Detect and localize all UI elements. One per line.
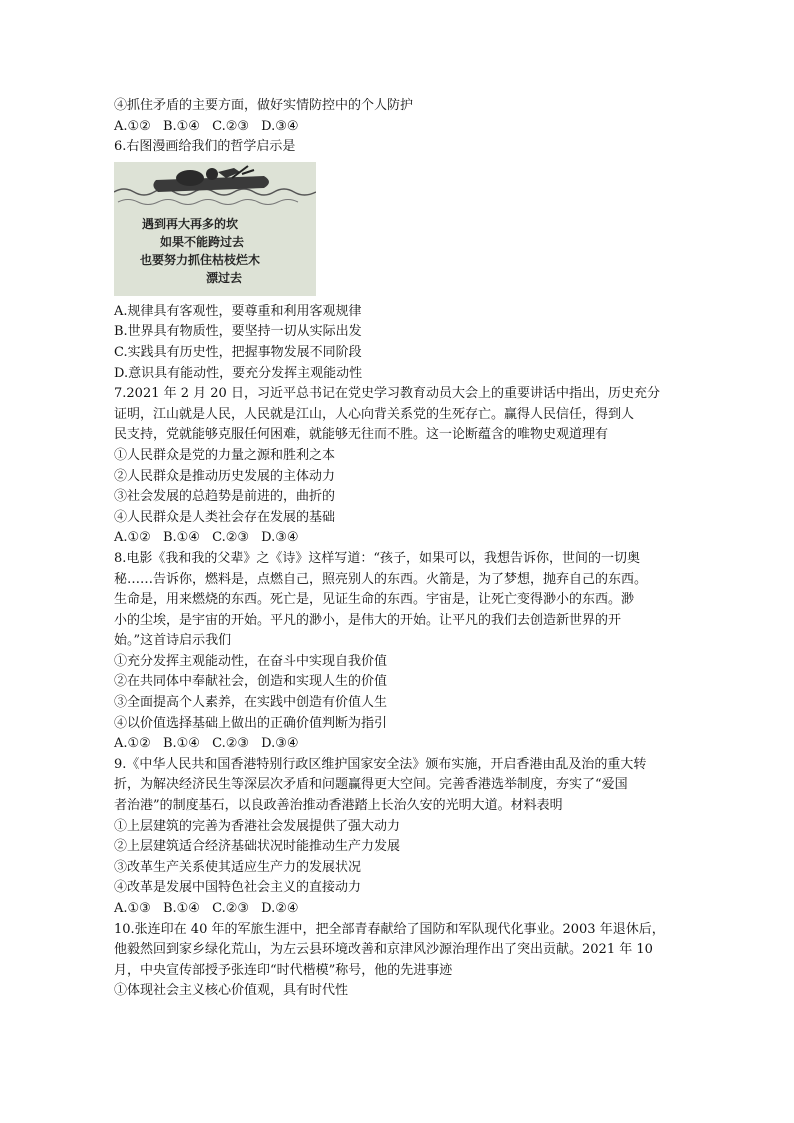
q8-item-2: ②在共同体中奉献社会，创造和实现人生的价值: [114, 674, 388, 690]
cartoon-caption-line-1: 遇到再大再多的坎: [142, 216, 239, 231]
cartoon-drawing: [114, 162, 316, 296]
q8-stem-line-2: 秘……告诉你，燃料是，点燃自己，照亮别人的东西。火箭是，为了梦想，抛弃自己的东西。: [114, 571, 648, 587]
q10-stem-line-1: 10.张连印在 40 年的军旅生涯中，把全部青春献给了国防和军队现代化事业。2003 年退休后，: [114, 921, 665, 937]
q7-item-2: ②人民群众是推动历史发展的主体动力: [114, 468, 336, 484]
q7-stem-line-3: 民支持，党就能够克服任何困难，就能够无往而不胜。这一论断蕴含的唯物史观道理有: [114, 427, 609, 443]
q10-stem-line-2: 他毅然回到家乡绿化荒山，为左云县环境改善和京津风沙源治理作出了突出贡献。2021 年 10: [114, 942, 653, 958]
q6-choice-c: C.实践具有历史性，把握事物发展不同阶段: [114, 344, 362, 360]
q6-stem: 6.右图漫画给我们的哲学启示是: [114, 139, 296, 155]
q6-choice-a: A.规律具有客观性，要尊重和利用客观规律: [114, 303, 362, 319]
q7-options: A.①② B.①④ C.②③ D.③④: [114, 530, 299, 546]
q7-item-1: ①人民群众是党的力量之源和胜利之本: [114, 447, 336, 463]
cartoon-caption-line-4: 漂过去: [206, 270, 243, 285]
page-content: [114, 96, 694, 1002]
q10-stem-line-3: 月，中央宣传部授予张连印“时代楷模”称号，他的先进事迹: [114, 962, 453, 978]
q5-options: A.①② B.①④ C.②③ D.③④: [114, 118, 299, 134]
q6-choice-d: D.意识具有能动性，要充分发挥主观能动性: [114, 365, 363, 381]
q7-stem-line-1: 7.2021 年 2 月 20 日，习近平总书记在党史学习教育动员大会上的重要讲话中指出，历史充分: [114, 386, 660, 402]
q9-stem-line-2: 折，为解决经济民生等深层次矛盾和问题赢得更大空间。完善香港选举制度，夯实了“爱国: [114, 777, 628, 793]
q9-item-4: ④改革是发展中国特色社会主义的直接动力: [114, 880, 362, 896]
cartoon-caption-line-3: 也要努力抓住枯枝烂木: [140, 252, 261, 267]
q7-item-3: ③社会发展的总趋势是前进的，曲折的: [114, 489, 336, 505]
q5-item-4: ④抓住矛盾的主要方面，做好实情防控中的个人防护: [114, 98, 414, 113]
q6-choice-b: B.世界具有物质性，要坚持一切从实际出发: [114, 324, 362, 340]
q7-stem-line-2: 证明，江山就是人民，人民就是江山，人心向背关系党的生死存亡。赢得人民信任，得到人: [114, 406, 635, 422]
q8-options: A.①② B.①④ C.②③ D.③④: [114, 736, 299, 752]
q8-item-1: ①充分发挥主观能动性，在奋斗中实现自我价值: [114, 653, 388, 669]
q8-stem-line-1: 8.电影《我和我的父辈》之《诗》这样写道：“孩子，如果可以，我想告诉你，世间的一切奥: [114, 550, 641, 566]
q8-stem-line-5: 始。”这首诗启示我们: [114, 633, 232, 649]
q8-stem-line-3: 生命是，用来燃烧的东西。死亡是，见证生命的东西。宇宙是，让死亡变得渺小的东西。渺: [114, 592, 635, 608]
q9-options: A.①③ B.①④ C.②③ D.②④: [114, 901, 299, 916]
q8-item-3: ③全面提高个人素养，在实践中创造有价值人生: [114, 695, 388, 711]
q9-stem-line-3: 者治港”的制度基石，以良政善治推动香港踏上长治久安的光明大道。材料表明: [114, 798, 563, 814]
q9-item-3: ③改革生产关系使其适应生产力的发展状况: [114, 859, 362, 875]
q10-item-1: ①体现社会主义核心价值观，具有时代性: [114, 983, 349, 999]
q9-stem-line-1: 9.《中华人民共和国香港特别行政区维护国家安全法》颁布实施，开启香港由乱及治的重大转: [114, 756, 647, 772]
q8-stem-line-4: 小的尘埃，是宇宙的开始。平凡的渺小，是伟大的开始。让平凡的我们去创造新世界的开: [114, 612, 622, 628]
cartoon-caption-line-2: 如果不能跨过去: [160, 234, 245, 249]
q9-item-2: ②上层建筑适合经济基础状况时能推动生产力发展: [114, 839, 401, 855]
q6-cartoon-image: [114, 162, 316, 296]
q7-item-4: ④人民群众是人类社会存在发展的基础: [114, 509, 336, 525]
q9-item-1: ①上层建筑的完善为香港社会发展提供了强大动力: [114, 818, 401, 834]
q8-item-4: ④以价值选择基础上做出的正确价值判断为指引: [114, 715, 388, 731]
